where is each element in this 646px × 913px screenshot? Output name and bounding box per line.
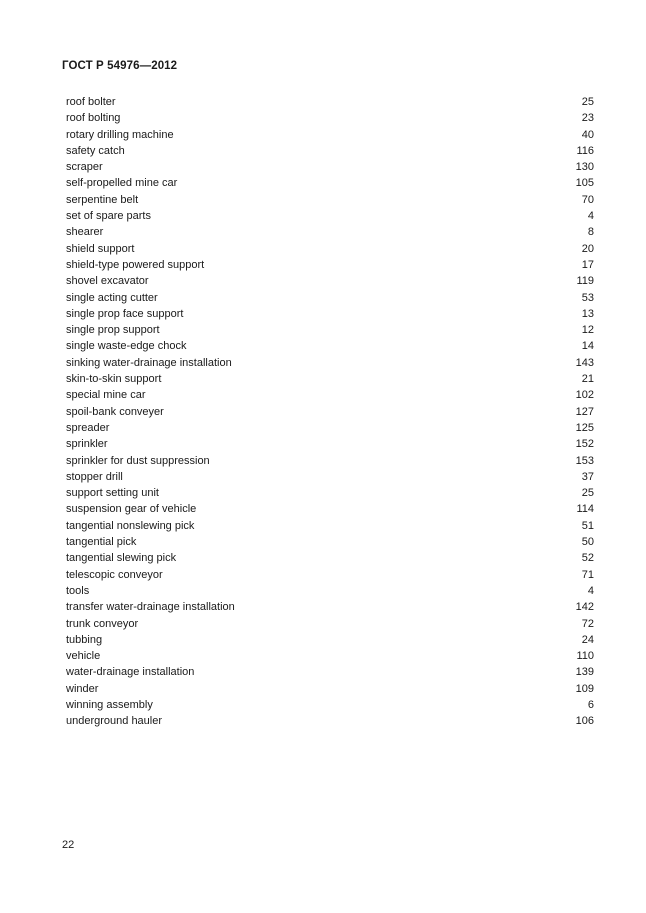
- index-term: spoil-bank conveyer: [66, 405, 164, 418]
- index-page-ref: 25: [581, 96, 594, 108]
- index-page-ref: 142: [575, 601, 594, 614]
- index-term: tangential slewing pick: [66, 552, 177, 565]
- index-entry: [66, 94, 594, 110]
- index-term: shearer: [66, 226, 104, 239]
- index-entry: [66, 404, 594, 420]
- index-entry: [66, 697, 594, 713]
- index-entry: [66, 355, 594, 371]
- index-page-ref: 52: [581, 552, 594, 565]
- index-page-ref: 51: [581, 519, 594, 532]
- index-entry: [66, 371, 594, 387]
- index-page-ref: 125: [575, 421, 594, 434]
- index-term: telescopic conveyor: [66, 568, 163, 581]
- index-entry: [66, 387, 594, 403]
- index-term: stopper drill: [66, 470, 123, 483]
- index-term: transfer water-drainage installation: [66, 601, 235, 614]
- index-term: set of spare parts: [66, 210, 151, 223]
- index-term: roof bolter: [66, 96, 116, 108]
- index-page-ref: 143: [575, 356, 594, 369]
- index-entry: [66, 224, 594, 240]
- index-term: winder: [66, 682, 99, 695]
- index-page-ref: 14: [581, 340, 594, 353]
- index-page-ref: 102: [575, 389, 594, 402]
- index-term: spreader: [66, 421, 110, 434]
- document-standard-header: ГОСТ Р 54976—2012: [62, 60, 178, 72]
- index-entry: [66, 616, 594, 632]
- index-page-ref: 21: [581, 373, 594, 386]
- index-term: trunk conveyor: [66, 617, 139, 630]
- index-page-ref: 12: [581, 324, 594, 337]
- index-entry: [66, 143, 594, 159]
- index-page-ref: 4: [587, 210, 594, 223]
- index-entry: [66, 664, 594, 680]
- index-page-ref: 70: [581, 193, 594, 206]
- index-entry: [66, 501, 594, 517]
- index-entry: [66, 322, 594, 338]
- index-page-ref: 114: [576, 503, 594, 516]
- index-entry: [66, 681, 594, 697]
- index-entry: [66, 713, 594, 729]
- index-page-ref: 130: [575, 161, 594, 174]
- index-term: sprinkler: [66, 438, 108, 451]
- index-entry: [66, 436, 594, 452]
- index-entry: [66, 273, 594, 289]
- page-number: 22: [62, 839, 75, 851]
- index-term: tools: [66, 584, 90, 597]
- index-term: self-propelled mine car: [66, 177, 178, 190]
- index-term: roof bolting: [66, 112, 121, 125]
- index-entry: [66, 159, 594, 175]
- index-page-ref: 13: [581, 307, 594, 320]
- index-term: sinking water-drainage installation: [66, 356, 232, 369]
- index-page-ref: 127: [575, 405, 594, 418]
- index-page-ref: 8: [587, 226, 594, 239]
- index-entry: [66, 550, 594, 566]
- index-entry: [66, 306, 594, 322]
- index-entry: [66, 632, 594, 648]
- index-entry: [66, 127, 594, 143]
- index-page-ref: 119: [576, 275, 594, 288]
- index-entry: [66, 208, 594, 224]
- index-page-ref: 4: [587, 584, 594, 597]
- index-term: water-drainage installation: [66, 666, 195, 679]
- index-entry: [66, 567, 594, 583]
- index-entry: [66, 469, 594, 485]
- index-entry: [66, 583, 594, 599]
- index-entry: [66, 453, 594, 469]
- index-page-ref: 50: [581, 536, 594, 549]
- index-term: vehicle: [66, 650, 101, 663]
- index-page-ref: 152: [575, 438, 594, 451]
- index-entry: [66, 420, 594, 436]
- index-page-ref: 106: [575, 715, 594, 728]
- index-entry: [66, 290, 594, 306]
- index-term: single prop support: [66, 324, 160, 337]
- index-term: tangential nonslewing pick: [66, 519, 195, 532]
- index-term: safety catch: [66, 144, 125, 157]
- index-term: shield support: [66, 242, 135, 255]
- index-term: special mine car: [66, 389, 146, 402]
- index-page-ref: 116: [576, 144, 594, 157]
- index-term: shield-type powered support: [66, 258, 205, 271]
- index-term: scraper: [66, 161, 103, 174]
- index-term: sprinkler for dust suppression: [66, 454, 210, 467]
- index-term: rotary drilling machine: [66, 128, 174, 141]
- index-page-ref: 40: [581, 128, 594, 141]
- index-term: support setting unit: [66, 487, 159, 500]
- index-entry: [66, 175, 594, 191]
- term-index-list: [66, 94, 594, 730]
- index-entry: [66, 485, 594, 501]
- index-entry: [66, 110, 594, 126]
- index-term: single waste-edge chock: [66, 340, 187, 353]
- index-entry: [66, 192, 594, 208]
- index-entry: [66, 241, 594, 257]
- index-term: serpentine belt: [66, 193, 139, 206]
- index-page-ref: 53: [581, 291, 594, 304]
- index-entry: [66, 648, 594, 664]
- index-entry: [66, 338, 594, 354]
- index-page-ref: 110: [576, 650, 594, 663]
- index-page-ref: 20: [581, 242, 594, 255]
- index-term: winning assembly: [66, 698, 153, 711]
- index-page-ref: 72: [581, 617, 594, 630]
- index-page-ref: 109: [575, 682, 594, 695]
- index-entry: [66, 257, 594, 273]
- index-term: shovel excavator: [66, 275, 149, 288]
- index-term: single acting cutter: [66, 291, 158, 304]
- index-term: suspension gear of vehicle: [66, 503, 197, 516]
- index-page-ref: 23: [581, 112, 594, 125]
- index-entry: [66, 534, 594, 550]
- index-term: tubbing: [66, 633, 103, 646]
- index-term: skin-to-skin support: [66, 373, 162, 386]
- index-term: single prop face support: [66, 307, 184, 320]
- index-page-ref: 71: [581, 568, 594, 581]
- index-page-ref: 6: [587, 698, 594, 711]
- index-term: tangential pick: [66, 536, 137, 549]
- index-entry: [66, 599, 594, 615]
- index-page-ref: 37: [581, 470, 594, 483]
- index-page-ref: 25: [581, 487, 594, 500]
- index-term: underground hauler: [66, 715, 163, 728]
- index-page-ref: 105: [575, 177, 594, 190]
- index-page-ref: 153: [575, 454, 594, 467]
- index-page-ref: 17: [581, 258, 594, 271]
- index-page-ref: 139: [575, 666, 594, 679]
- index-page-ref: 24: [581, 633, 594, 646]
- index-entry: [66, 518, 594, 534]
